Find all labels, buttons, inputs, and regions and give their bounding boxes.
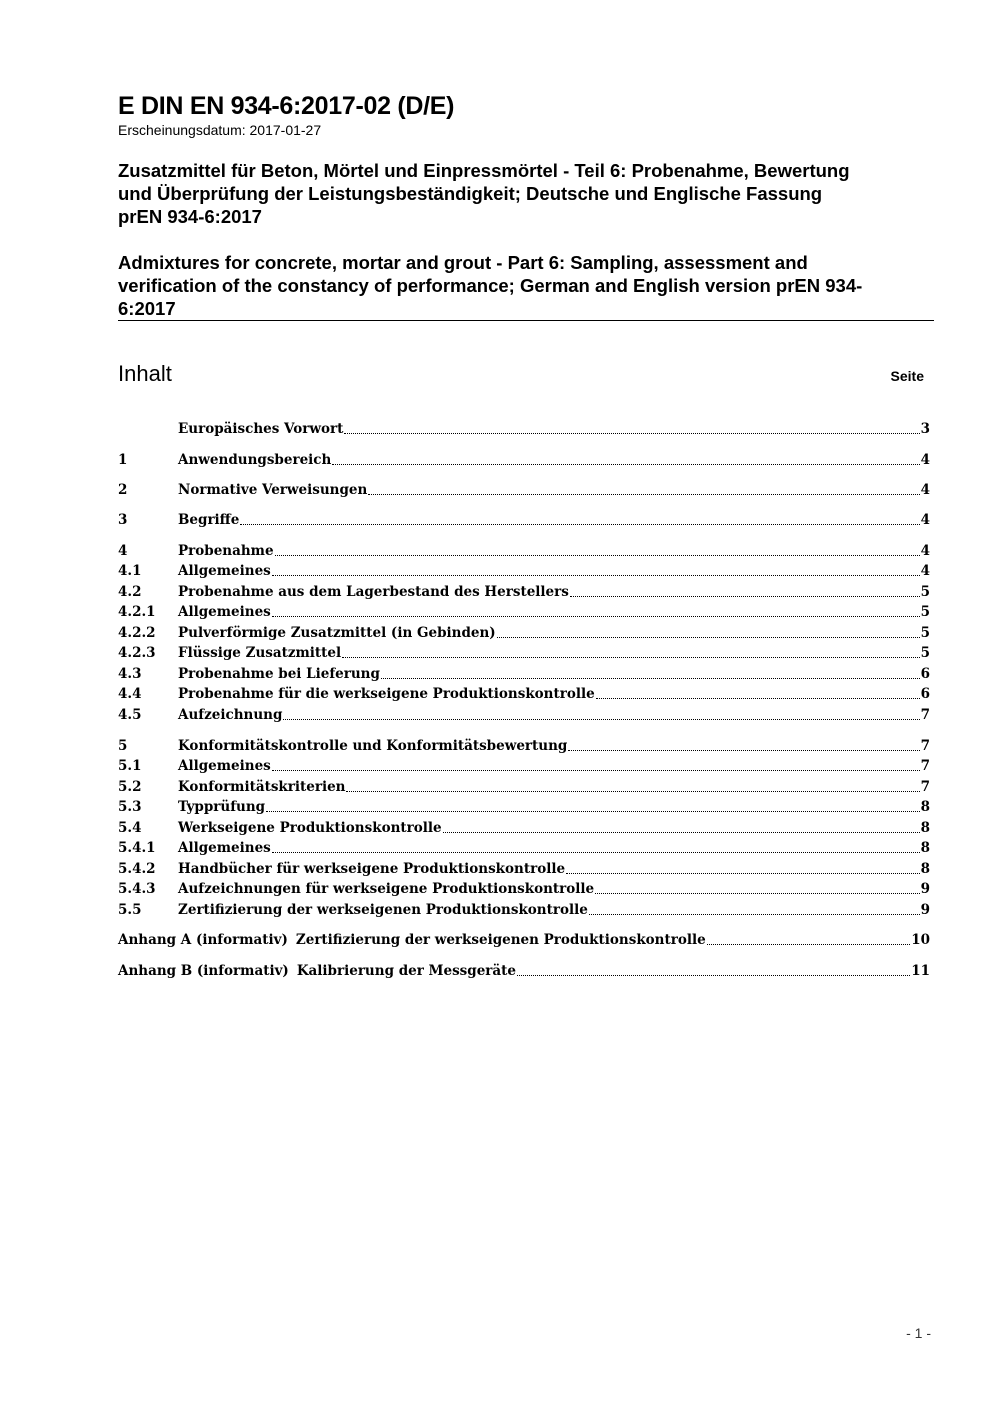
toc-entry-title: Begriffe (178, 512, 240, 528)
toc-dot-leader (346, 790, 919, 792)
toc-entry[interactable] (118, 642, 930, 662)
toc-entry[interactable] (118, 755, 930, 775)
toc-entry-page: 10 (911, 932, 930, 948)
toc-entry-title: Normative Verweisungen (178, 482, 368, 498)
toc-entry-number: 4.2.3 (118, 645, 156, 661)
toc-dot-leader (275, 554, 920, 556)
toc-entry[interactable] (118, 663, 930, 683)
toc-entry[interactable] (118, 581, 930, 601)
toc-entry-page: 7 (920, 779, 930, 795)
toc-dot-leader (342, 656, 919, 658)
toc-entry-title: Flüssige Zusatzmittel (178, 645, 342, 661)
toc-entry-title: Zertifizierung der werkseigenen Produktionskontrolle (295, 932, 706, 948)
toc-dot-leader (443, 831, 920, 833)
toc-entry-number: 5.4.3 (118, 881, 156, 897)
toc-entry[interactable] (118, 601, 930, 621)
toc-dot-leader (570, 595, 920, 597)
toc-entry[interactable] (118, 449, 930, 469)
document-id-title: E DIN EN 934-6:2017-02 (D/E) (118, 92, 455, 120)
header-divider (118, 320, 934, 321)
german-title-line: Zusatzmittel für Beton, Mörtel und Einpressmörtel - Teil 6: Probenahme, Bewertung (118, 160, 850, 181)
toc-entry-number: 5 (118, 738, 128, 754)
page-column-label: Seite (890, 368, 924, 384)
toc-entry[interactable] (118, 796, 930, 816)
toc-entry-page: 9 (920, 881, 930, 897)
toc-entry-title: Konformitätskontrolle und Konformitätsbewertung (178, 738, 568, 754)
toc-dot-leader (272, 615, 920, 617)
toc-entry-title: Allgemeines (178, 563, 271, 579)
toc-entry-page: 5 (920, 604, 930, 620)
toc-dot-leader (332, 463, 919, 465)
german-title-line: und Überprüfung der Leistungsbeständigkeit; Deutsche und Englische Fassung (118, 183, 823, 204)
toc-entry-page: 5 (920, 625, 930, 641)
toc-entry-page: 4 (920, 482, 930, 498)
toc-entry-number: 4.3 (118, 666, 142, 682)
publication-date: Erscheinungsdatum: 2017-01-27 (118, 122, 322, 138)
toc-entry[interactable] (118, 735, 930, 755)
toc-entry-number: 5.4.2 (118, 861, 156, 877)
toc-entry[interactable] (118, 560, 930, 580)
toc-entry-title: Probenahme für die werkseigene Produktionskontrolle (178, 686, 595, 702)
toc-entry-title: Zertifizierung der werkseigenen Produktionskontrolle (178, 902, 588, 918)
english-title-line: Admixtures for concrete, mortar and grout - Part 6: Sampling, assessment and (118, 252, 808, 273)
toc-entry-number: 5.2 (118, 779, 142, 795)
toc-entry-number: 4 (118, 543, 128, 559)
toc-entry[interactable] (118, 960, 930, 980)
toc-entry-page: 4 (920, 512, 930, 528)
toc-dot-leader (589, 913, 920, 915)
toc-entry-title: Werkseigene Produktionskontrolle (178, 820, 442, 836)
toc-entry-title: Probenahme aus dem Lagerbestand des Herstellers (178, 584, 569, 600)
toc-entry-page: 8 (920, 861, 930, 877)
toc-entry-number: 3 (118, 512, 128, 528)
toc-entry-page: 9 (920, 902, 930, 918)
toc-entry-page: 4 (920, 563, 930, 579)
toc-entry-title: Europäisches Vorwort (178, 421, 344, 437)
toc-entry-title: Allgemeines (178, 604, 271, 620)
toc-entry-title: Allgemeines (178, 840, 271, 856)
toc-entry-page: 7 (920, 758, 930, 774)
toc-entry-page: 4 (920, 543, 930, 559)
english-title-line: verification of the constancy of performance; German and English version prEN 934- (118, 275, 863, 296)
toc-entry-page: 6 (920, 666, 930, 682)
toc-entry-page: 8 (920, 840, 930, 856)
toc-entry-title: Anwendungsbereich (178, 452, 332, 468)
toc-entry-number: 5.3 (118, 799, 142, 815)
toc-entry-title: Probenahme (178, 543, 274, 559)
toc-dot-leader (283, 718, 919, 720)
toc-entry[interactable] (118, 509, 930, 529)
toc-entry-page: 5 (920, 584, 930, 600)
toc-entry-title: Allgemeines (178, 758, 271, 774)
toc-entry-title: Konformitätskriterien (178, 779, 346, 795)
toc-entry-title: Kalibrierung der Messgeräte (296, 963, 516, 979)
toc-entry[interactable] (118, 540, 930, 560)
toc-dot-leader (272, 769, 920, 771)
toc-dot-leader (344, 432, 919, 434)
toc-heading: Inhalt (118, 361, 172, 386)
toc-entry-page: 11 (911, 963, 930, 979)
toc-entry-number: 2 (118, 482, 128, 498)
toc-entry-title: Aufzeichnungen für werkseigene Produktionskontrolle (178, 881, 595, 897)
toc-entry[interactable] (118, 683, 930, 703)
toc-dot-leader (595, 892, 919, 894)
toc-entry-page: 3 (920, 421, 930, 437)
toc-entry[interactable] (118, 929, 930, 949)
toc-entry-title: Probenahme bei Lieferung (178, 666, 380, 682)
toc-entry-page: 6 (920, 686, 930, 702)
toc-entry-number: 4.5 (118, 707, 142, 723)
toc-entry-number: 5.4.1 (118, 840, 156, 856)
toc-entry-number: 5.5 (118, 902, 142, 918)
toc-entry-title: Pulverförmige Zusatzmittel (in Gebinden) (178, 625, 496, 641)
english-title (118, 251, 933, 320)
page-number: - 1 - (906, 1325, 931, 1341)
toc-dot-leader (596, 697, 920, 699)
toc-dot-leader (266, 810, 920, 812)
toc-entry-number: 4.2 (118, 584, 142, 600)
toc-entry[interactable] (118, 622, 930, 642)
german-title (118, 159, 933, 228)
toc-dot-leader (240, 523, 919, 525)
toc-entry[interactable] (118, 899, 930, 919)
toc-entry-title: Handbücher für werkseigene Produktionskontrolle (178, 861, 566, 877)
toc-entry-title: Typprüfung (178, 799, 266, 815)
toc-dot-leader (381, 677, 920, 679)
toc-entry-number: 4.2.2 (118, 625, 156, 641)
toc-dot-leader (568, 749, 919, 751)
toc-entry-number: 4.2.1 (118, 604, 156, 620)
toc-entry[interactable] (118, 858, 930, 878)
toc-entry-number: 5.1 (118, 758, 142, 774)
toc-entry-page: 7 (920, 738, 930, 754)
toc-entry[interactable] (118, 479, 930, 499)
toc-dot-leader (272, 851, 920, 853)
toc-entry-number: 1 (118, 452, 128, 468)
toc-entry-number: Anhang B (informativ) (118, 963, 289, 979)
toc-entry-page: 8 (920, 820, 930, 836)
toc-entry[interactable] (118, 878, 930, 898)
toc-dot-leader (517, 974, 910, 976)
toc-dot-leader (707, 943, 911, 945)
toc-entry[interactable] (118, 837, 930, 857)
toc-dot-leader (272, 574, 920, 576)
toc-entry-page: 4 (920, 452, 930, 468)
toc-entry-title: Aufzeichnung (178, 707, 283, 723)
toc-entry-page: 7 (920, 707, 930, 723)
toc-entry[interactable] (118, 704, 930, 724)
toc-entry[interactable] (118, 817, 930, 837)
toc-entry-page: 5 (920, 645, 930, 661)
toc-entry-number: Anhang A (informativ) (118, 932, 288, 948)
german-title-line: prEN 934-6:2017 (118, 206, 262, 227)
toc-dot-leader (497, 636, 920, 638)
toc-entry[interactable] (118, 776, 930, 796)
toc-entry-page: 8 (920, 799, 930, 815)
toc-dot-leader (566, 872, 920, 874)
toc-entry-number: 4.4 (118, 686, 142, 702)
toc-entry[interactable] (118, 418, 930, 438)
toc-entry-number: 5.4 (118, 820, 142, 836)
toc-entry-number: 4.1 (118, 563, 142, 579)
toc-dot-leader (368, 493, 919, 495)
english-title-line: 6:2017 (118, 298, 176, 319)
